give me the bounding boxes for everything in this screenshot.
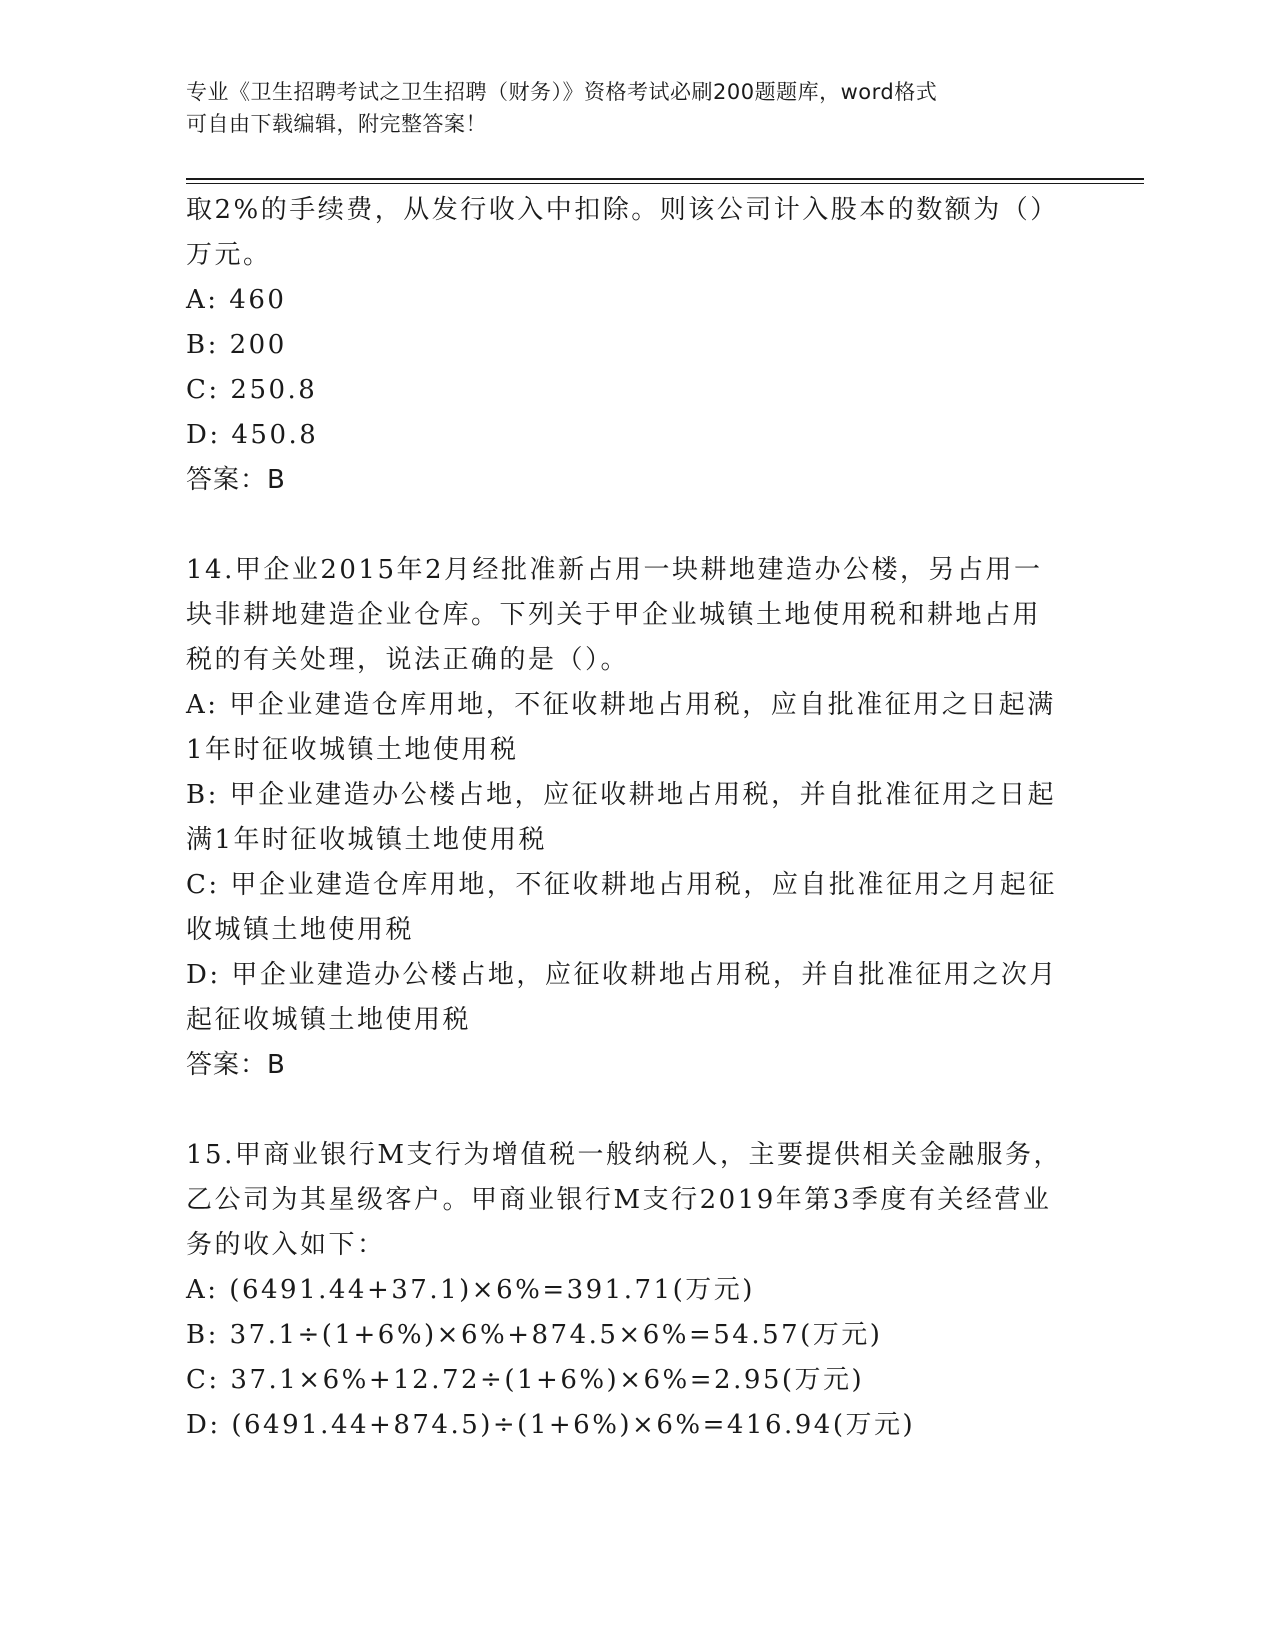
question-stem-line: 15.甲商业银行M支行为增值税一般纳税人，主要提供相关金融服务， bbox=[186, 1140, 1062, 1170]
header-divider-thin bbox=[186, 183, 1144, 184]
question-14 bbox=[186, 548, 1086, 1088]
option-c: C: 甲企业建造仓库用地，不征收耕地占用税，应自批准征用之月起征 bbox=[186, 870, 1057, 900]
option-d: D: 甲企业建造办公楼占地，应征收耕地占用税，并自批准征用之次月 bbox=[186, 960, 1058, 990]
header-divider-thick bbox=[186, 178, 1144, 180]
option-c: C: 37.1×6%+12.72÷(1+6%)×6%=2.95(万元) bbox=[186, 1365, 865, 1395]
question-stem-line: 取2%的手续费，从发行收入中扣除。则该公司计入股本的数额为（） bbox=[186, 195, 1059, 225]
answer-label: 答案：B bbox=[186, 1050, 286, 1080]
question-stem-line: 务的收入如下： bbox=[186, 1230, 386, 1260]
option-d: D: 450.8 bbox=[186, 420, 319, 450]
option-a: A: (6491.44+37.1)×6%=391.71(万元) bbox=[186, 1275, 755, 1305]
spacer bbox=[186, 503, 1086, 548]
option-d-continued: 起征收城镇土地使用税 bbox=[186, 1005, 472, 1035]
option-c: C: 250.8 bbox=[186, 375, 318, 405]
question-stem-line: 块非耕地建造企业仓库。下列关于甲企业城镇土地使用税和耕地占用 bbox=[186, 600, 1042, 630]
option-c-continued: 收城镇土地使用税 bbox=[186, 915, 415, 945]
option-b: B: 37.1÷(1+6%)×6%+874.5×6%=54.57(万元) bbox=[186, 1320, 883, 1350]
option-b-continued: 满1年时征收城镇土地使用税 bbox=[186, 825, 548, 855]
option-a: A: 甲企业建造仓库用地，不征收耕地占用税，应自批准征用之日起满 bbox=[186, 690, 1056, 720]
option-b: B: 甲企业建造办公楼占地，应征收耕地占用税，并自批准征用之日起 bbox=[186, 780, 1057, 810]
question-13 bbox=[186, 188, 1086, 503]
question-stem-line: 税的有关处理，说法正确的是（）。 bbox=[186, 645, 630, 675]
question-content bbox=[186, 188, 1086, 1448]
page-header bbox=[186, 76, 1066, 140]
option-b: B: 200 bbox=[186, 330, 287, 360]
option-a: A: 460 bbox=[186, 285, 287, 315]
answer-label: 答案：B bbox=[186, 465, 286, 495]
header-title-line-1: 专业《卫生招聘考试之卫生招聘（财务）》资格考试必刷200题题库，word格式 bbox=[186, 80, 938, 104]
header-title-line-2: 可自由下载编辑，附完整答案！ bbox=[186, 112, 487, 136]
spacer bbox=[186, 1088, 1086, 1133]
question-stem-line: 万元。 bbox=[186, 240, 272, 270]
question-15 bbox=[186, 1133, 1086, 1448]
option-d: D: (6491.44+874.5)÷(1+6%)×6%=416.94(万元) bbox=[186, 1410, 916, 1440]
question-stem-line: 乙公司为其星级客户。甲商业银行M支行2019年第3季度有关经营业 bbox=[186, 1185, 1052, 1215]
option-a-continued: 1年时征收城镇土地使用税 bbox=[186, 735, 519, 765]
question-stem-line: 14.甲企业2015年2月经批准新占用一块耕地建造办公楼，另占用一 bbox=[186, 555, 1043, 585]
